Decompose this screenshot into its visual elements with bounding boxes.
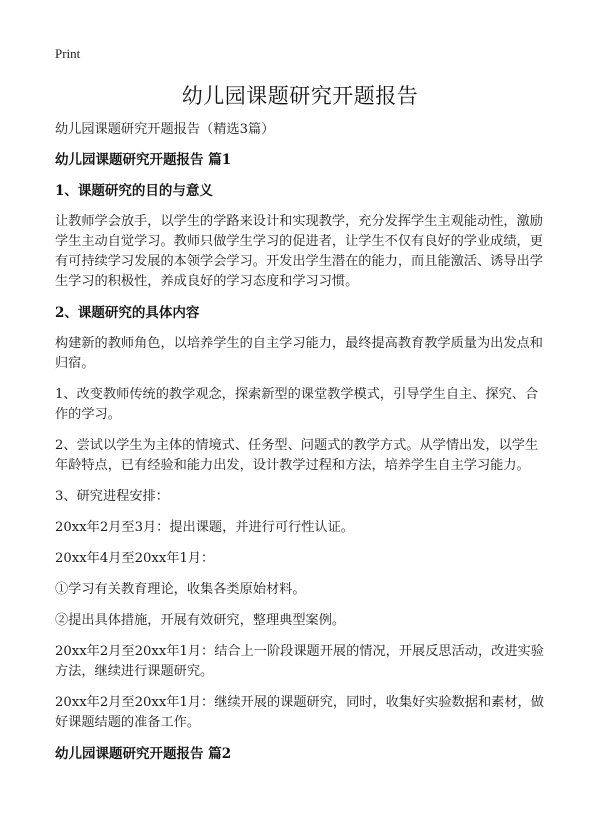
list-item-2: 2、尝试以学生为主体的情境式、任务型、问题式的教学方式。从学情出发，以学生年龄特点，已有经验和能力出发，设计教学过程和方法，培养学生自主学习能力。 (55, 438, 539, 473)
schedule-item-4: 20xx年2月至20xx年1月：继续开展的课题研究，同时，收集好实验数据和素材，做好课题结题的准备工作。 (55, 695, 544, 730)
schedule-item-2b: ②提出具体措施，开展有效研究，整理典型案例。 (55, 613, 346, 628)
article-1-heading: 幼儿园课题研究开题报告 篇1 (55, 152, 232, 168)
section-1-paragraph: 让教师学会放手，以学生的学路来设计和实现教学，充分发挥学生主观能动性，激励学生主动自觉学习。教师只做学生学习的促进者，让学生不仅有良好的学业成绩，更有可持续学习发展的本领学会学习。开发出学生潜在的能力，而且能激活、诱导出学生学习的积极性，养成良好的学习态度和学习习惯。 (55, 214, 543, 289)
list-item-3: 3、研究进程安排： (55, 489, 169, 504)
section-1-heading: 1、课题研究的目的与意义 (55, 183, 213, 199)
document-subtitle: 幼儿园课题研究开题报告（精选3篇） (55, 122, 275, 137)
page-title: 幼儿园课题研究开题报告 (181, 84, 419, 108)
document-body (55, 120, 550, 775)
list-item-1: 1、改变教师传统的教学观念，探索新型的课堂教学模式，引导学生自主、探究、合作的学习。 (55, 387, 539, 422)
article-2-heading: 幼儿园课题研究开题报告 篇2 (55, 746, 232, 762)
schedule-item-1: 20xx年2月至3月：提出课题，并进行可行性认证。 (55, 520, 354, 535)
print-label: Print (55, 46, 81, 61)
schedule-item-2a: ①学习有关教育理论，收集各类原始材料。 (55, 582, 306, 597)
schedule-item-3: 20xx年2月至20xx年1月：结合上一阶段课题开展的情况，开展反思活动，改进实验方法，继续进行课题研究。 (55, 644, 544, 679)
schedule-item-2: 20xx年4月至20xx年1月： (55, 551, 215, 566)
section-2-heading: 2、课题研究的具体内容 (55, 305, 200, 321)
section-2-paragraph: 构建新的教师角色，以培养学生的自主学习能力，最终提高教育教学质量为出发点和归宿。 (55, 336, 543, 371)
